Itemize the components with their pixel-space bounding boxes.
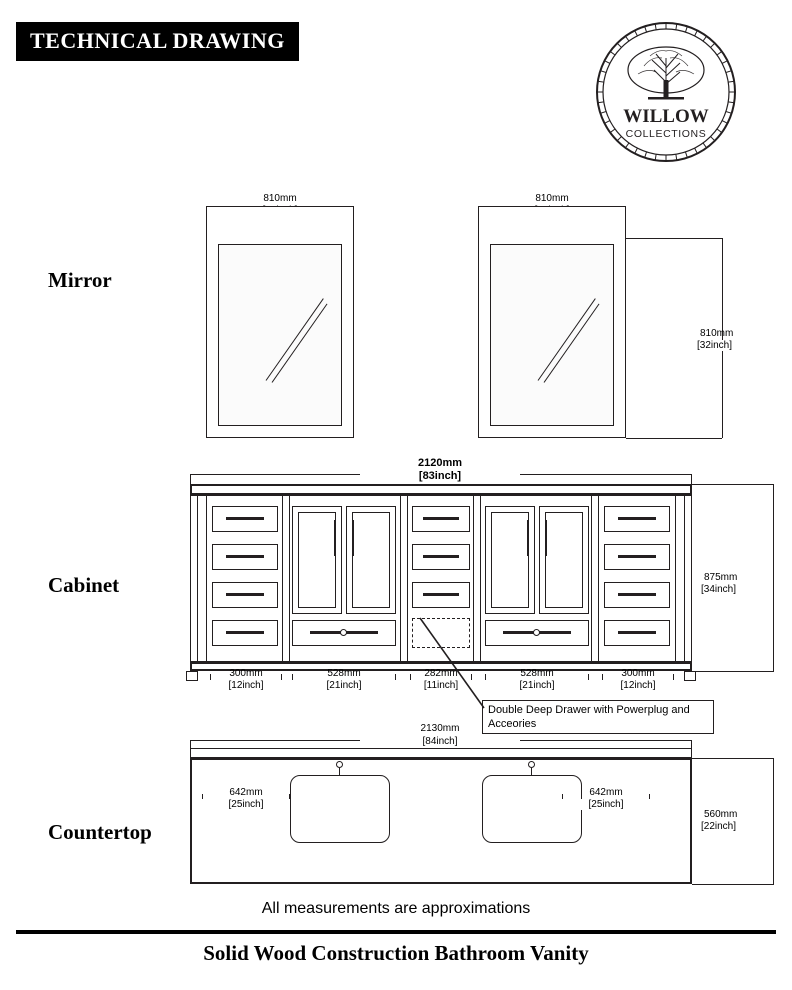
door-right-a-handle bbox=[527, 520, 529, 556]
cabinet-foot-left bbox=[186, 671, 198, 681]
cabinet-seg2-in: [21inch] bbox=[292, 680, 396, 691]
drawer-right-2-pull bbox=[618, 555, 656, 558]
countertop-slab bbox=[190, 758, 692, 884]
cabinet-width-in: [83inch] bbox=[360, 471, 520, 482]
cabinet-seg1-in: [12inch] bbox=[210, 680, 282, 691]
drawer-center-1-pull bbox=[423, 517, 459, 520]
cabinet-top-rail bbox=[190, 484, 692, 495]
cabinet-height-ext-top bbox=[692, 484, 774, 485]
cabinet-seg2-mm: 528mm bbox=[327, 668, 361, 679]
cabinet-seg3-mm: 282mm bbox=[424, 668, 458, 679]
cabinet-seg1-mm: 300mm bbox=[229, 668, 263, 679]
countertop-depth-dim-line bbox=[773, 758, 774, 884]
drawer-left-1-pull bbox=[226, 517, 264, 520]
cabinet-width-mm: 2120mm bbox=[417, 457, 463, 469]
cabinet-height-dim-line bbox=[773, 484, 774, 671]
mirror-right-width-mm: 810mm bbox=[535, 193, 569, 204]
door-right-a-panel bbox=[491, 512, 529, 608]
countertop-depth-ext-bottom bbox=[692, 884, 774, 885]
sink-left-mm: 642mm bbox=[229, 787, 263, 798]
cabinet-pilaster-right bbox=[675, 495, 685, 662]
cabinet-height-mm: 875mm bbox=[704, 572, 738, 583]
faucet-right-stem bbox=[531, 768, 532, 776]
cabinet-foot-right bbox=[684, 671, 696, 681]
mirror-left-width-mm: 810mm bbox=[263, 193, 297, 204]
cabinet-seg4-mm: 528mm bbox=[520, 668, 554, 679]
cabinet-stile-4 bbox=[591, 495, 599, 662]
mirror-height-ext-top bbox=[626, 238, 722, 239]
drawer-center-3-pull bbox=[423, 593, 459, 596]
door-right-b-handle bbox=[545, 520, 547, 556]
drawer-right-wide-knob bbox=[533, 629, 540, 636]
sink-left bbox=[290, 775, 390, 843]
countertop-width-in: [84inch] bbox=[360, 736, 520, 747]
countertop-depth-mm: 560mm bbox=[704, 809, 738, 820]
sink-left-in: [25inch] bbox=[202, 799, 290, 810]
mirror-height-in: [32inch] bbox=[697, 340, 733, 351]
drawer-right-1-pull bbox=[618, 517, 656, 520]
drawer-right-3-pull bbox=[618, 593, 656, 596]
cabinet-pilaster-left bbox=[197, 495, 207, 662]
drawer-right-4-pull bbox=[618, 631, 656, 634]
row-label-countertop: Countertop bbox=[48, 820, 152, 844]
mirror-right-glass bbox=[490, 244, 614, 426]
cabinet-seg4-in: [21inch] bbox=[485, 680, 589, 691]
countertop-depth-in: [22inch] bbox=[701, 821, 737, 832]
drawer-left-3-pull bbox=[226, 593, 264, 596]
drawer-center-2-pull bbox=[423, 555, 459, 558]
mirror-height-ext-bottom bbox=[626, 438, 722, 439]
logo-brand-text: WILLOW bbox=[623, 106, 709, 127]
faucet-left-stem bbox=[339, 768, 340, 776]
approximations-note: All measurements are approximations bbox=[261, 900, 531, 917]
countertop-width-mm: 2130mm bbox=[420, 723, 460, 734]
faucet-left bbox=[336, 761, 343, 768]
drawer-left-wide-knob bbox=[340, 629, 347, 636]
cabinet-seg5-mm: 300mm bbox=[621, 668, 655, 679]
countertop-depth-ext-top bbox=[692, 758, 774, 759]
drawer-left-2-pull bbox=[226, 555, 264, 558]
door-left-b-panel bbox=[352, 512, 390, 608]
cabinet-seg5-in: [12inch] bbox=[602, 680, 674, 691]
countertop-backsplash bbox=[190, 748, 692, 758]
footer-title: Solid Wood Construction Bathroom Vanity bbox=[203, 941, 589, 965]
faucet-right bbox=[528, 761, 535, 768]
cabinet-height-in: [34inch] bbox=[701, 584, 737, 595]
footer-divider bbox=[16, 930, 776, 934]
door-left-a-handle bbox=[334, 520, 336, 556]
cabinet-seg3-in: [11inch] bbox=[408, 680, 474, 691]
row-label-mirror: Mirror bbox=[48, 268, 112, 292]
mirror-left-glass bbox=[218, 244, 342, 426]
cabinet-stile-1 bbox=[282, 495, 290, 662]
row-label-cabinet: Cabinet bbox=[48, 573, 120, 597]
door-left-b-handle bbox=[352, 520, 354, 556]
drawer-left-4-pull bbox=[226, 631, 264, 634]
willow-collections-logo bbox=[592, 18, 740, 166]
callout-text: Double Deep Drawer with Powerplug and Acceories bbox=[488, 704, 690, 730]
page-title: TECHNICAL DRAWING bbox=[16, 22, 299, 61]
cabinet-height-ext-bottom bbox=[692, 671, 774, 672]
logo-sub-text: COLLECTIONS bbox=[625, 128, 707, 140]
door-left-a-panel bbox=[298, 512, 336, 608]
mirror-height-mm: 810mm bbox=[700, 328, 734, 339]
door-right-b-panel bbox=[545, 512, 583, 608]
sink-right-mm: 642mm bbox=[589, 787, 623, 798]
sink-right-in: [25inch] bbox=[562, 799, 650, 810]
